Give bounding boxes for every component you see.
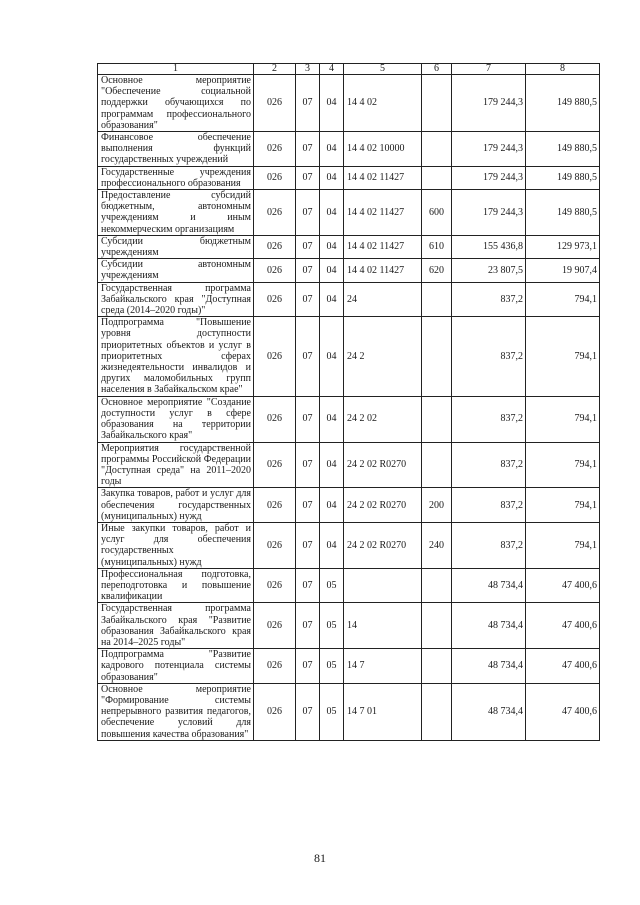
row-target-item-code [344, 568, 422, 603]
row-section-code: 07 [296, 132, 320, 167]
row-subsection-code: 04 [320, 396, 344, 442]
row-name: Государственная программа Забайкальского края "Развитие образования Забайкальского края на 2014–2025 годы" [98, 603, 254, 649]
row-name: Государственная программа Забайкальского края "Доступная среда (2014–2020 годы)" [98, 282, 254, 317]
row-name: Государственные учреждения профессионального образования [98, 166, 254, 189]
row-name: Подпрограмма "Повышение уровня доступности приоритетных объектов и услуг в приоритетных сферах жизнедеятельности инвалидов и других маломобильных групп населения в Забайкальском крае" [98, 317, 254, 396]
header-cell-8: 8 [526, 64, 600, 75]
row-expense-type-code [422, 683, 452, 740]
row-admin-code: 026 [254, 132, 296, 167]
row-target-item-code: 24 2 02 [344, 396, 422, 442]
row-sum-year-2: 47 400,6 [526, 649, 600, 684]
table-row [98, 488, 600, 523]
row-sum-year-2: 794,1 [526, 442, 600, 488]
table-row [98, 649, 600, 684]
row-subsection-code: 04 [320, 235, 344, 258]
row-sum-year-1: 179 244,3 [452, 166, 526, 189]
header-cell-5: 5 [344, 64, 422, 75]
row-admin-code: 026 [254, 568, 296, 603]
row-subsection-code: 05 [320, 683, 344, 740]
row-expense-type-code [422, 649, 452, 684]
row-target-item-code: 14 7 [344, 649, 422, 684]
row-subsection-code: 04 [320, 522, 344, 568]
row-target-item-code: 24 2 02 R0270 [344, 488, 422, 523]
row-subsection-code: 05 [320, 649, 344, 684]
row-sum-year-2: 794,1 [526, 488, 600, 523]
row-expense-type-code [422, 568, 452, 603]
row-admin-code: 026 [254, 259, 296, 282]
row-subsection-code: 04 [320, 317, 344, 396]
row-admin-code: 026 [254, 282, 296, 317]
row-expense-type-code [422, 132, 452, 167]
row-expense-type-code [422, 603, 452, 649]
row-subsection-code: 04 [320, 75, 344, 132]
row-sum-year-1: 837,2 [452, 282, 526, 317]
header-row [98, 64, 600, 75]
row-name: Закупка товаров, работ и услуг для обеспечения государственных (муниципальных) нужд [98, 488, 254, 523]
table-row [98, 132, 600, 167]
row-name: Субсидии автономным учреждениям [98, 259, 254, 282]
row-name: Мероприятия государственной программы Российской Федерации "Доступная среда" на 2011–2020 годы [98, 442, 254, 488]
row-sum-year-1: 837,2 [452, 488, 526, 523]
header-cell-4: 4 [320, 64, 344, 75]
row-subsection-code: 04 [320, 132, 344, 167]
row-sum-year-2: 19 907,4 [526, 259, 600, 282]
row-admin-code: 026 [254, 649, 296, 684]
table-row [98, 259, 600, 282]
row-name: Подпрограмма "Развитие кадрового потенциала системы образования" [98, 649, 254, 684]
row-sum-year-1: 48 734,4 [452, 568, 526, 603]
row-target-item-code: 14 4 02 10000 [344, 132, 422, 167]
row-subsection-code: 05 [320, 603, 344, 649]
row-admin-code: 026 [254, 488, 296, 523]
row-admin-code: 026 [254, 603, 296, 649]
table-row [98, 317, 600, 396]
row-name: Основное мероприятие "Формирование системы непрерывного развития педагогов, обеспечение условий для повышения качества образования" [98, 683, 254, 740]
header-cell-6: 6 [422, 64, 452, 75]
row-subsection-code: 05 [320, 568, 344, 603]
row-subsection-code: 04 [320, 259, 344, 282]
header-cell-1: 1 [98, 64, 254, 75]
table-row [98, 522, 600, 568]
table-row [98, 683, 600, 740]
row-sum-year-1: 155 436,8 [452, 235, 526, 258]
row-subsection-code: 04 [320, 282, 344, 317]
row-sum-year-1: 837,2 [452, 442, 526, 488]
row-expense-type-code [422, 166, 452, 189]
row-target-item-code: 14 [344, 603, 422, 649]
row-expense-type-code: 600 [422, 190, 452, 236]
row-section-code: 07 [296, 282, 320, 317]
row-sum-year-2: 47 400,6 [526, 568, 600, 603]
row-target-item-code: 14 4 02 [344, 75, 422, 132]
row-admin-code: 026 [254, 522, 296, 568]
row-sum-year-1: 179 244,3 [452, 132, 526, 167]
row-target-item-code: 24 2 [344, 317, 422, 396]
row-sum-year-1: 837,2 [452, 522, 526, 568]
row-subsection-code: 04 [320, 442, 344, 488]
row-section-code: 07 [296, 568, 320, 603]
row-section-code: 07 [296, 522, 320, 568]
row-sum-year-2: 794,1 [526, 396, 600, 442]
row-expense-type-code [422, 282, 452, 317]
row-sum-year-2: 47 400,6 [526, 603, 600, 649]
row-expense-type-code [422, 75, 452, 132]
table-body [98, 75, 600, 741]
row-subsection-code: 04 [320, 190, 344, 236]
table-row [98, 568, 600, 603]
row-expense-type-code: 200 [422, 488, 452, 523]
row-sum-year-2: 129 973,1 [526, 235, 600, 258]
row-name: Финансовое обеспечение выполнения функций государственных учреждений [98, 132, 254, 167]
row-subsection-code: 04 [320, 488, 344, 523]
row-admin-code: 026 [254, 235, 296, 258]
row-target-item-code: 24 [344, 282, 422, 317]
row-name: Иные закупки товаров, работ и услуг для обеспечения государственных (муниципальных) нужд [98, 522, 254, 568]
row-name: Основное мероприятие "Обеспечение социальной поддержки обучающихся по программам профессионального образования" [98, 75, 254, 132]
row-section-code: 07 [296, 603, 320, 649]
row-admin-code: 026 [254, 396, 296, 442]
row-sum-year-1: 23 807,5 [452, 259, 526, 282]
table-row [98, 396, 600, 442]
row-name: Предоставление субсидий бюджетным, автономным учреждениям и иным некоммерческим организациям [98, 190, 254, 236]
row-sum-year-2: 794,1 [526, 282, 600, 317]
row-sum-year-2: 149 880,5 [526, 190, 600, 236]
table-row [98, 75, 600, 132]
row-target-item-code: 14 4 02 11427 [344, 235, 422, 258]
table-row [98, 190, 600, 236]
row-target-item-code: 14 7 01 [344, 683, 422, 740]
row-sum-year-1: 837,2 [452, 396, 526, 442]
row-section-code: 07 [296, 396, 320, 442]
row-name: Профессиональная подготовка, переподготовка и повышение квалификации [98, 568, 254, 603]
row-target-item-code: 14 4 02 11427 [344, 190, 422, 236]
row-section-code: 07 [296, 488, 320, 523]
table-row [98, 603, 600, 649]
row-sum-year-1: 179 244,3 [452, 190, 526, 236]
row-admin-code: 026 [254, 442, 296, 488]
row-expense-type-code [422, 396, 452, 442]
row-expense-type-code [422, 442, 452, 488]
row-admin-code: 026 [254, 683, 296, 740]
row-target-item-code: 14 4 02 11427 [344, 259, 422, 282]
row-sum-year-1: 48 734,4 [452, 603, 526, 649]
row-section-code: 07 [296, 235, 320, 258]
row-expense-type-code [422, 317, 452, 396]
row-sum-year-2: 47 400,6 [526, 683, 600, 740]
table-row [98, 235, 600, 258]
row-sum-year-2: 794,1 [526, 522, 600, 568]
table-row [98, 282, 600, 317]
table-row [98, 442, 600, 488]
row-name: Субсидии бюджетным учреждениям [98, 235, 254, 258]
row-subsection-code: 04 [320, 166, 344, 189]
row-sum-year-2: 149 880,5 [526, 75, 600, 132]
header-cell-7: 7 [452, 64, 526, 75]
row-sum-year-1: 179 244,3 [452, 75, 526, 132]
table-row [98, 166, 600, 189]
row-sum-year-1: 48 734,4 [452, 649, 526, 684]
row-sum-year-1: 837,2 [452, 317, 526, 396]
row-sum-year-2: 149 880,5 [526, 132, 600, 167]
row-section-code: 07 [296, 317, 320, 396]
row-section-code: 07 [296, 683, 320, 740]
row-section-code: 07 [296, 190, 320, 236]
row-target-item-code: 24 2 02 R0270 [344, 442, 422, 488]
row-section-code: 07 [296, 442, 320, 488]
budget-table [97, 63, 600, 741]
row-target-item-code: 24 2 02 R0270 [344, 522, 422, 568]
row-expense-type-code: 620 [422, 259, 452, 282]
header-cell-3: 3 [296, 64, 320, 75]
row-section-code: 07 [296, 259, 320, 282]
row-section-code: 07 [296, 649, 320, 684]
row-admin-code: 026 [254, 166, 296, 189]
row-target-item-code: 14 4 02 11427 [344, 166, 422, 189]
row-admin-code: 026 [254, 190, 296, 236]
row-section-code: 07 [296, 166, 320, 189]
row-sum-year-2: 149 880,5 [526, 166, 600, 189]
row-expense-type-code: 240 [422, 522, 452, 568]
row-sum-year-1: 48 734,4 [452, 683, 526, 740]
row-name: Основное мероприятие "Создание доступности услуг в сфере образования на территории Забайкальского края" [98, 396, 254, 442]
row-expense-type-code: 610 [422, 235, 452, 258]
row-sum-year-2: 794,1 [526, 317, 600, 396]
row-admin-code: 026 [254, 75, 296, 132]
page-number: 81 [314, 851, 326, 865]
row-admin-code: 026 [254, 317, 296, 396]
row-section-code: 07 [296, 75, 320, 132]
header-cell-2: 2 [254, 64, 296, 75]
